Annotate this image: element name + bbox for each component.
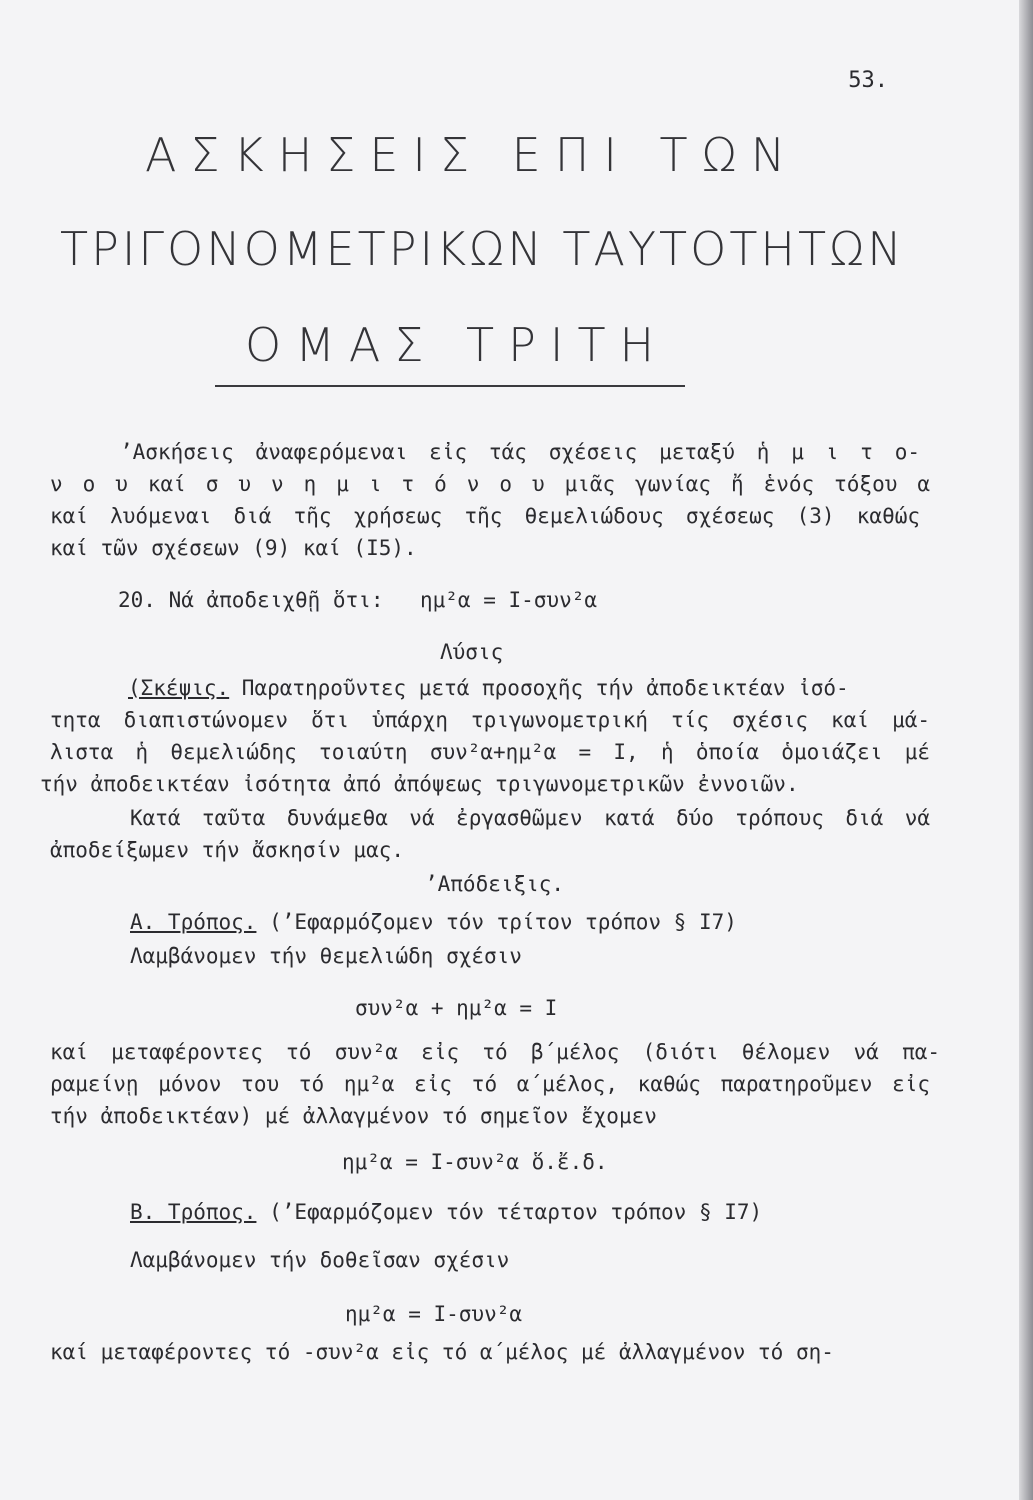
method-b-label: Β. Τρόπος.	[130, 1200, 257, 1224]
method-b-line-1	[130, 1200, 762, 1224]
proofs-heading: ’Απόδειξις.	[425, 872, 565, 896]
thought-label: (Σκέψις.	[128, 676, 230, 700]
thought-line-3: λιστα ἡ θεμελιώδης τοιαύτη συν²α+ημ²α = Ι, ἡ ὁποία ὁμοιάζει μέ	[50, 740, 930, 764]
thought-line-2: τητα διαπιστώνομεν ὅτι ὑπάρχη τριγωνομετρική τίς σχέσις καί μά-	[50, 708, 930, 732]
method-a-line-2: Λαμβάνομεν τήν θεμελιώδη σχέσιν	[130, 944, 522, 968]
ways-line-2: ἀποδείξωμεν τήν ἄσκησίν μας.	[50, 838, 405, 862]
method-a-para-2: ραμείνῃ μόνον του τό ημ²α εἰς τό α΄μέλος, καθώς παρατηροῦμεν εἰς	[50, 1072, 930, 1096]
method-a-line-1	[130, 910, 737, 934]
intro-line-4: καί τῶν σχέσεων (9) καί (Ι5).	[50, 536, 417, 560]
page-edge-shadow	[1019, 0, 1033, 1500]
title-line-3: ΟΜΑΣ ΤΡΙΤΗ	[245, 318, 669, 372]
title-line-2: ΤΡΙΓΟΝΟΜΕΤΡΙΚΩΝ ΤΑΥΤΟΤΗΤΩΝ	[60, 222, 905, 276]
title-underline	[215, 385, 685, 387]
method-a-para-1: καί μεταφέροντες τό συν²α εἰς τό β΄μέλος (διότι θέλομεν νά πα-	[50, 1040, 940, 1064]
thought-line-4: τήν ἀποδεικτέαν ἰσότητα ἀπό ἀπόψεως τριγωνομετρικῶν ἐννοιῶν.	[40, 772, 799, 796]
method-a-para-3: τήν ἀποδεικτέαν) μέ ἀλλαγμένον τό σημεῖον ἔχομεν	[50, 1104, 657, 1128]
intro-line-2: ν ο υ καί σ υ ν η μ ι τ ό ν ο υ μιᾶς γωνίας ἤ ἑνός τόξου α	[50, 472, 930, 496]
thought-text-1: Παρατηροῦντες μετά προσοχῆς τήν ἀποδεικτέαν ἰσό-	[229, 676, 849, 700]
method-b-formula: ημ²α = Ι-συν²α	[345, 1302, 523, 1326]
ways-line-1: Κατά ταῦτα δυνάμεθα νά ἐργασθῶμεν κατά δύο τρόπους διά νά	[130, 806, 930, 830]
method-a-text: (’Εφαρμόζομεν τόν τρίτον τρόπον § Ι7)	[256, 910, 737, 934]
title-line-1: ΑΣΚΗΣΕΙΣ ΕΠΙ ΤΩΝ	[145, 128, 800, 182]
method-b-last-line: καί μεταφέροντες τό -συν²α εἰς τό α΄μέλος μέ ἀλλαγμένον τό ση-	[50, 1340, 834, 1364]
page-number: 53.	[848, 68, 888, 93]
method-a-label: Α. Τρόπος.	[130, 910, 257, 934]
method-a-result: ημ²α = Ι-συν²α ὅ.ἔ.δ.	[342, 1150, 608, 1174]
exercise-20-formula: ημ²α = Ι-συν²α	[420, 588, 598, 612]
thought-line-1	[128, 676, 849, 700]
solution-heading: Λύσις	[440, 640, 504, 664]
method-b-text: (’Εφαρμόζομεν τόν τέταρτον τρόπον § Ι7)	[256, 1200, 763, 1224]
intro-line-1: ’Ασκήσεις ἀναφερόμεναι εἰς τάς σχέσεις μεταξύ ἡ μ ι τ ο-	[120, 440, 920, 464]
method-a-formula: συν²α + ημ²α = Ι	[355, 996, 558, 1020]
exercise-20-label: 20. Νά ἀποδειχθῇ ὅτι:	[118, 588, 384, 612]
intro-line-3: καί λυόμεναι διά τῆς χρήσεως τῆς θεμελιώδους σχέσεως (3) καθώς	[50, 504, 920, 528]
method-b-line-2: Λαμβάνομεν τήν δοθεῖσαν σχέσιν	[130, 1248, 510, 1272]
